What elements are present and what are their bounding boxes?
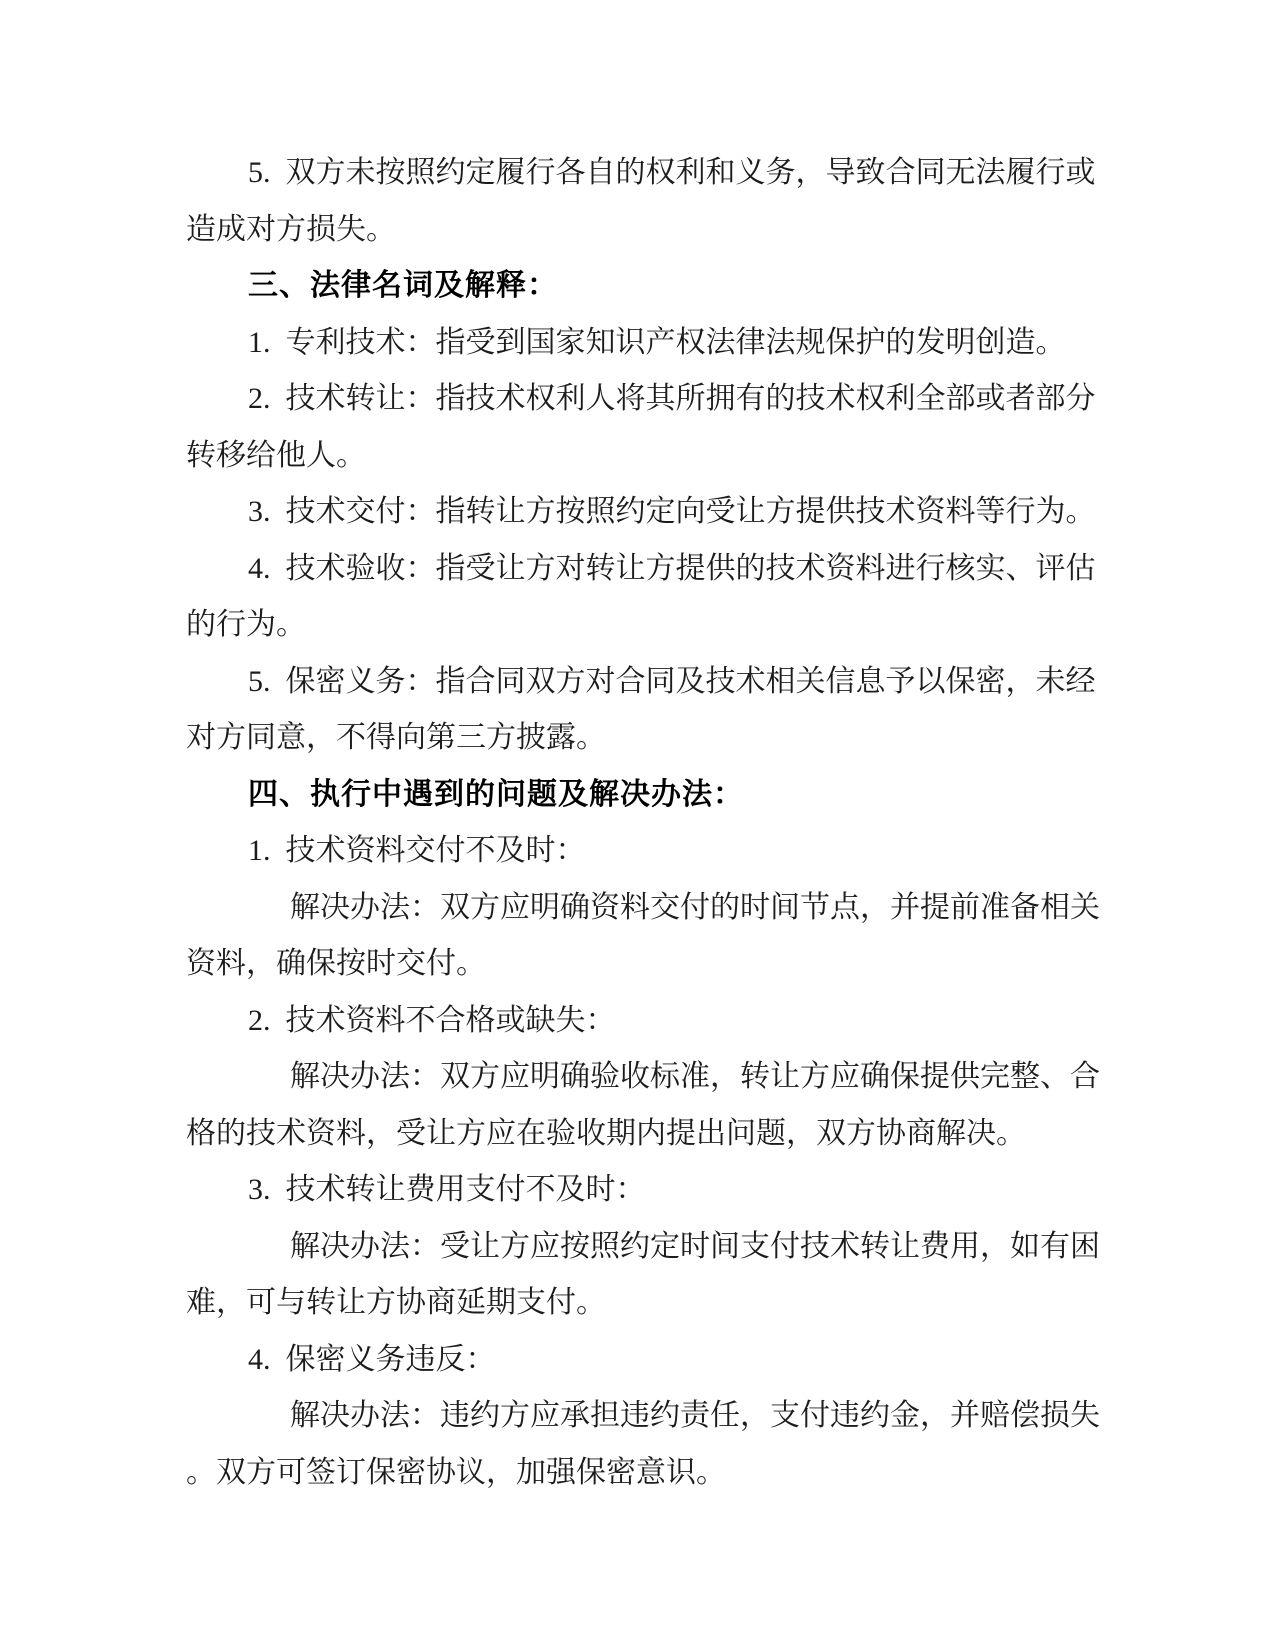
section-heading: 三、法律名词及解释： (248, 269, 558, 302)
text-line: 格的技术资料，受让方应在验收期内提出问题，双方协商解决。 (186, 1116, 1026, 1150)
text-line: 2. 技术资料不合格或缺失： (248, 1003, 616, 1037)
text-line: 难，可与转让方协商延期支付。 (186, 1286, 606, 1319)
text-line: 5. 双方未按照约定履行各自的权利和义务，导致合同无法履行或 (248, 156, 1096, 189)
text-line: 。双方可签订保密协议，加强保密意识。 (186, 1455, 726, 1489)
text-line: 3. 技术交付：指转让方按照约定向受让方提供技术资料等行为。 (248, 495, 1096, 528)
text-line: 1. 技术资料交付不及时： (248, 834, 586, 867)
text-line: 3. 技术转让费用支付不及时： (248, 1173, 646, 1206)
text-line: 解决办法：受让方应按照约定时间支付技术转让费用，如有困 (290, 1229, 1100, 1263)
text-line: 造成对方损失。 (186, 212, 396, 246)
text-line: 4. 技术验收：指受让方对转让方提供的技术资料进行核实、评估 (248, 551, 1096, 585)
document-body (186, 145, 1100, 1501)
text-line: 5. 保密义务：指合同双方对合同及技术相关信息予以保密，未经 (248, 664, 1096, 698)
text-line: 解决办法：违约方应承担违约责任，支付违约金，并赔偿损失 (290, 1399, 1100, 1432)
text-line: 转移给他人。 (186, 438, 366, 472)
text-line: 对方同意，不得向第三方披露。 (186, 721, 606, 754)
text-line: 1. 专利技术：指受到国家知识产权法律法规保护的发明创造。 (248, 325, 1066, 359)
text-line: 解决办法：双方应明确资料交付的时间节点，并提前准备相关 (290, 890, 1100, 924)
section-heading: 四、执行中遇到的问题及解决办法： (248, 777, 744, 811)
text-line: 2. 技术转让：指技术权利人将其所拥有的技术权利全部或者部分 (248, 382, 1096, 415)
text-line: 资料，确保按时交付。 (186, 947, 486, 980)
text-line: 解决办法：双方应明确验收标准，转让方应确保提供完整、合 (290, 1060, 1100, 1093)
text-line: 的行为。 (186, 608, 306, 641)
text-line: 4. 保密义务违反： (248, 1342, 496, 1376)
